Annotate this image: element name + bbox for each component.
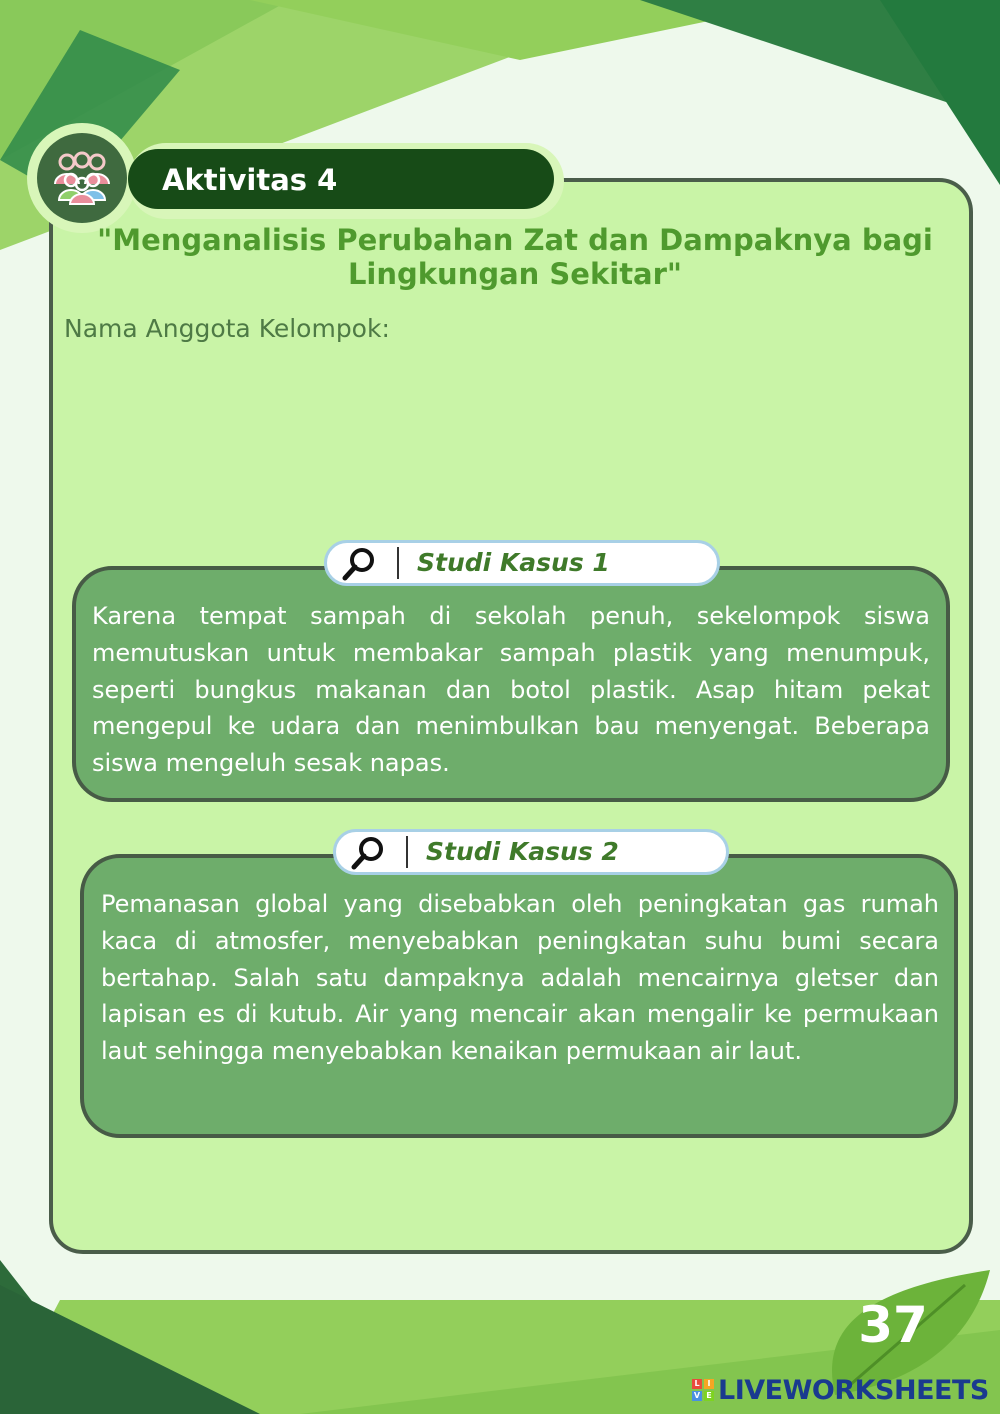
case-2-heading: Studi Kasus 2 xyxy=(426,837,619,866)
liveworksheets-icon xyxy=(692,1379,714,1401)
magnifier-icon xyxy=(339,544,379,584)
magnifier-icon xyxy=(348,833,388,873)
case-1-text: Karena tempat sampah di sekolah penuh, sekelompok siswa memutuskan untuk membakar sampah plastik yang menumpuk, seperti bungkus makanan dan botol plastik. Asap hitam pekat mengepul ke udara dan menimbulkan bau menyengat. Beberapa siswa mengeluh sesak napas. xyxy=(92,602,930,778)
case-2-tag xyxy=(333,829,729,875)
tag-divider xyxy=(406,836,408,868)
case-1-heading: Studi Kasus 1 xyxy=(417,548,610,577)
liveworksheets-logo[interactable] xyxy=(692,1373,989,1407)
page-title: "Menganalisis Perubahan Zat dan Dampaknya bagi Lingkungan Sekitar" xyxy=(97,223,933,291)
liveworksheets-brand: LIVEWORKSHEETS xyxy=(718,1374,989,1406)
group-people-icon xyxy=(49,150,115,206)
logo-letter: L xyxy=(692,1379,702,1389)
logo-letter: V xyxy=(693,1391,701,1400)
case-2-text: Pemanasan global yang disebabkan oleh peningkatan gas rumah kaca di atmosfer, menyebabkan peningkatan suhu bumi secara bertahap. Salah satu dampaknya adalah mencairnya gletser dan lapisan es di kutub. Air yang mencair akan mengalir ke permukaan laut sehingga menyebabkan kenaikan permukaan air laut. xyxy=(101,890,939,1066)
page-number: 37 xyxy=(858,1296,928,1354)
group-badge xyxy=(37,133,127,223)
logo-letter: I xyxy=(704,1379,714,1389)
logo-letter: E xyxy=(704,1391,714,1401)
group-members-label: Nama Anggota Kelompok: xyxy=(64,314,390,343)
activity-label: Aktivitas 4 xyxy=(162,163,338,197)
tag-divider xyxy=(397,547,399,579)
case-1-tag xyxy=(324,540,720,586)
